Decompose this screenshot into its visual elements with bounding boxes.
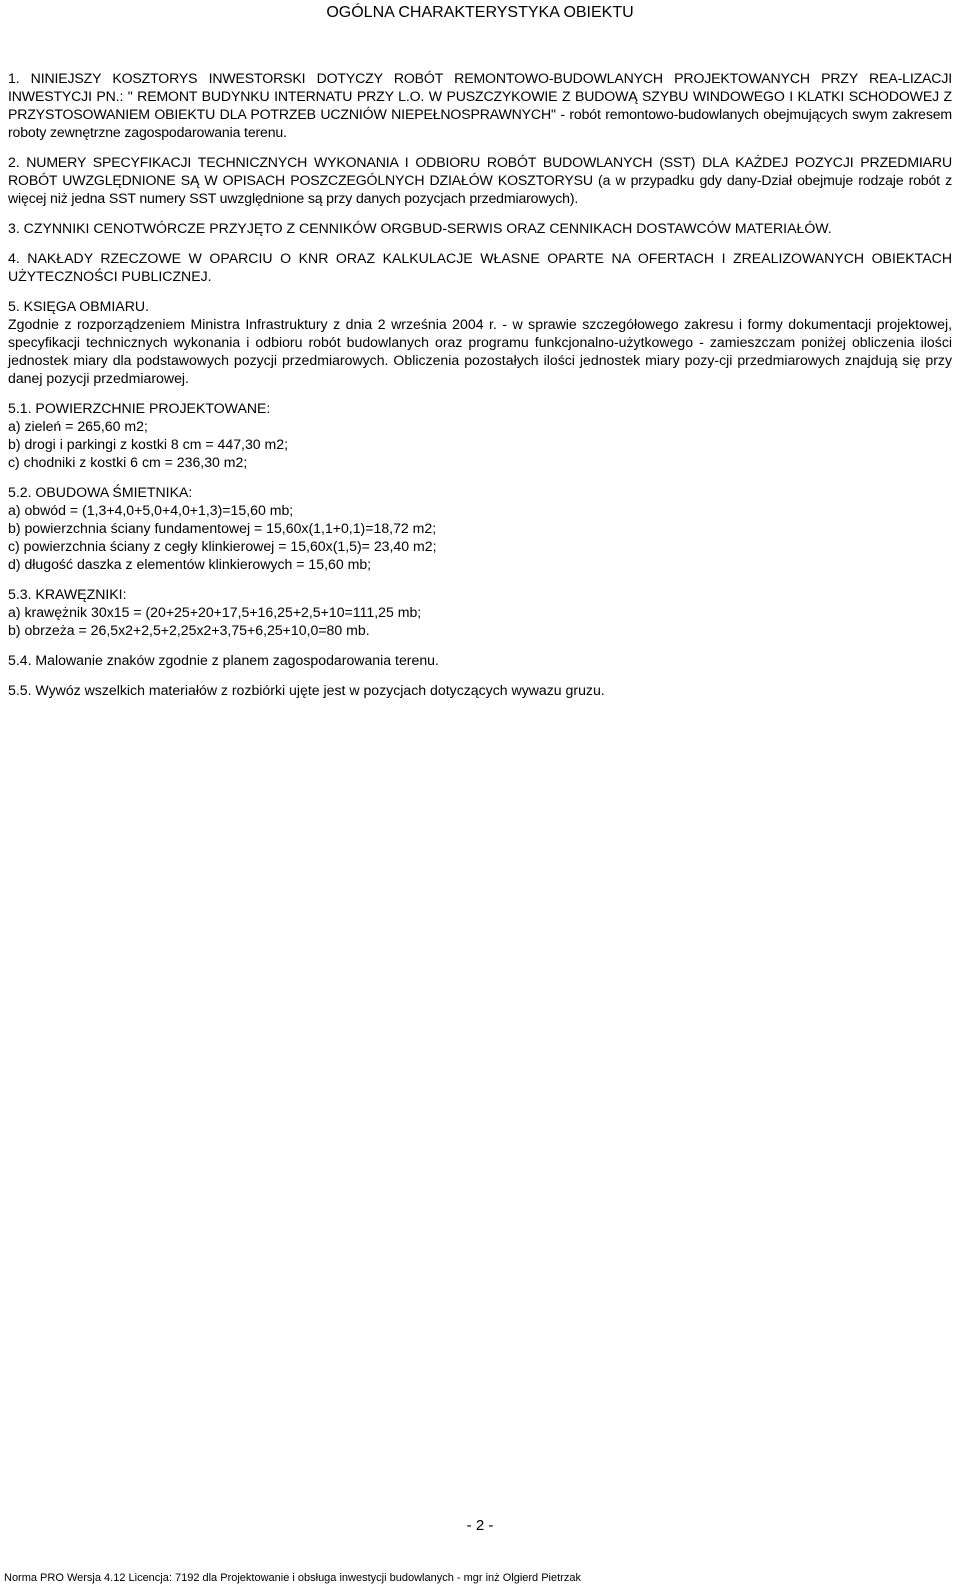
section-5-4-text: 5.4. Malowanie znaków zgodnie z planem zagospodarowania terenu.: [8, 652, 439, 668]
section-3: 3. CZYNNIKI CENOTWÓRCZE PRZYJĘTO Z CENNIKÓW ORGBUD-SERWIS ORAZ CENNIKACH DOSTAWCÓW MATERIAŁÓW.: [8, 220, 832, 236]
section-5-5: [8, 681, 952, 699]
list-item: a) krawężnik 30x15 = (20+25+20+17,5+16,25+2,5+10=111,25 mb;: [8, 604, 422, 620]
list-item: c) powierzchnia ściany z cegły klinkierowej = 15,60x(1,5)= 23,40 m2;: [8, 538, 437, 554]
list-item: b) drogi i parkingi z kostki 8 cm = 447,30 m2;: [8, 436, 289, 452]
list-item: c) chodniki z kostki 6 cm = 236,30 m2;: [8, 454, 248, 470]
section-5-2-heading: 5.2. OBUDOWA ŚMIETNIKA:: [8, 484, 193, 500]
list-item: a) zieleń = 265,60 m2;: [8, 418, 148, 434]
list-item: b) obrzeża = 26,5x2+2,5+2,25x2+3,75+6,25+10,0=80 mb.: [8, 622, 370, 638]
section-5-3: [8, 585, 952, 639]
page-title: OGÓLNA CHARAKTERYSTYKA OBIEKTU: [326, 4, 634, 21]
page-number: - 2 -: [466, 1517, 494, 1534]
list-item: d) długość daszka z elementów klinkierowych = 15,60 mb;: [8, 556, 372, 572]
document-body: [8, 69, 952, 711]
section-5-text: Zgodnie z rozporządzeniem Ministra Infrastruktury z dnia 2 września 2004 r. - w sprawie szczegółowego zakresu i formy dokumentacji projektowej, specyfikacji technicznych wykonania i odbioru robót budowlanych oraz programu funkcjonalno-użytkowego - zamieszczam poniżej obliczenia ilości jednostek miary dla podstawowych pozycji przedmiarowych. Obliczenia pozostałych ilości jednostek miary pozy-cji przedmiarowych znajdują się przy danej pozycji przedmiarowej.: [8, 316, 952, 386]
section-2: 2. NUMERY SPECYFIKACJI TECHNICZNYCH WYKONANIA I ODBIORU ROBÓT BUDOWLANYCH (SST) DLA KAŻDEJ POZYCJI PRZEDMIARU ROBÓT UWZGLĘDNIONE SĄ W OPISACH POSZCZEGÓLNYCH DZIAŁÓW KOSZTORYSU (a w przypadku gdy dany-Dział obejmuje rodzaje robót z więcej niż jedna SST numery SST uwzględnione są przy danych pozycjach przedmiarowych).: [8, 154, 952, 206]
section-5-1: [8, 399, 952, 471]
section-5: [8, 297, 952, 387]
section-5-1-heading: 5.1. POWIERZCHNIE PROJEKTOWANE:: [8, 400, 271, 416]
section-5-heading: 5. KSIĘGA OBMIARU.: [8, 298, 149, 314]
footer-license: Norma PRO Wersja 4.12 Licencja: 7192 dla Projektowanie i obsługa inwestycji budowlanych - mgr inż Olgierd Pietrzak: [4, 1572, 581, 1584]
list-item: a) obwód = (1,3+4,0+5,0+4,0+1,3)=15,60 mb;: [8, 502, 294, 518]
list-item: b) powierzchnia ściany fundamentowej = 15,60x(1,1+0,1)=18,72 m2;: [8, 520, 437, 536]
section-5-5-text: 5.5. Wywóz wszelkich materiałów z rozbiórki ujęte jest w pozycjach dotyczących wywazu gruzu.: [8, 682, 605, 698]
section-5-2: [8, 483, 952, 573]
section-1: 1. NINIEJSZY KOSZTORYS INWESTORSKI DOTYCZY ROBÓT REMONTOWO-BUDOWLANYCH PROJEKTOWANYCH PRZY REA-LIZACJI INWESTYCJI PN.: " REMONT BUDYNKU INTERNATU PRZY L.O. W PUSZCZYKOWIE Z BUDOWĄ SZYBU WINDOWEGO I KLATKI SCHODOWEJ Z PRZYSTOSOWANIEM OBIEKTU DLA POTRZEB UCZNIÓW NIEPEŁNOSPRAWNYCH" - robót remontowo-budowlanych obejmujących swym zakresem roboty zewnętrzne zagospodarowania terenu.: [8, 70, 952, 140]
section-5-4: [8, 651, 952, 669]
section-4: 4. NAKŁADY RZECZOWE W OPARCIU O KNR ORAZ KALKULACJE WŁASNE OPARTE NA OFERTACH I ZREALIZOWANYCH OBIEKTACH UŻYTECZNOŚCI PUBLICZNEJ.: [8, 250, 952, 284]
section-5-3-heading: 5.3. KRAWĘZNIKI:: [8, 586, 127, 602]
